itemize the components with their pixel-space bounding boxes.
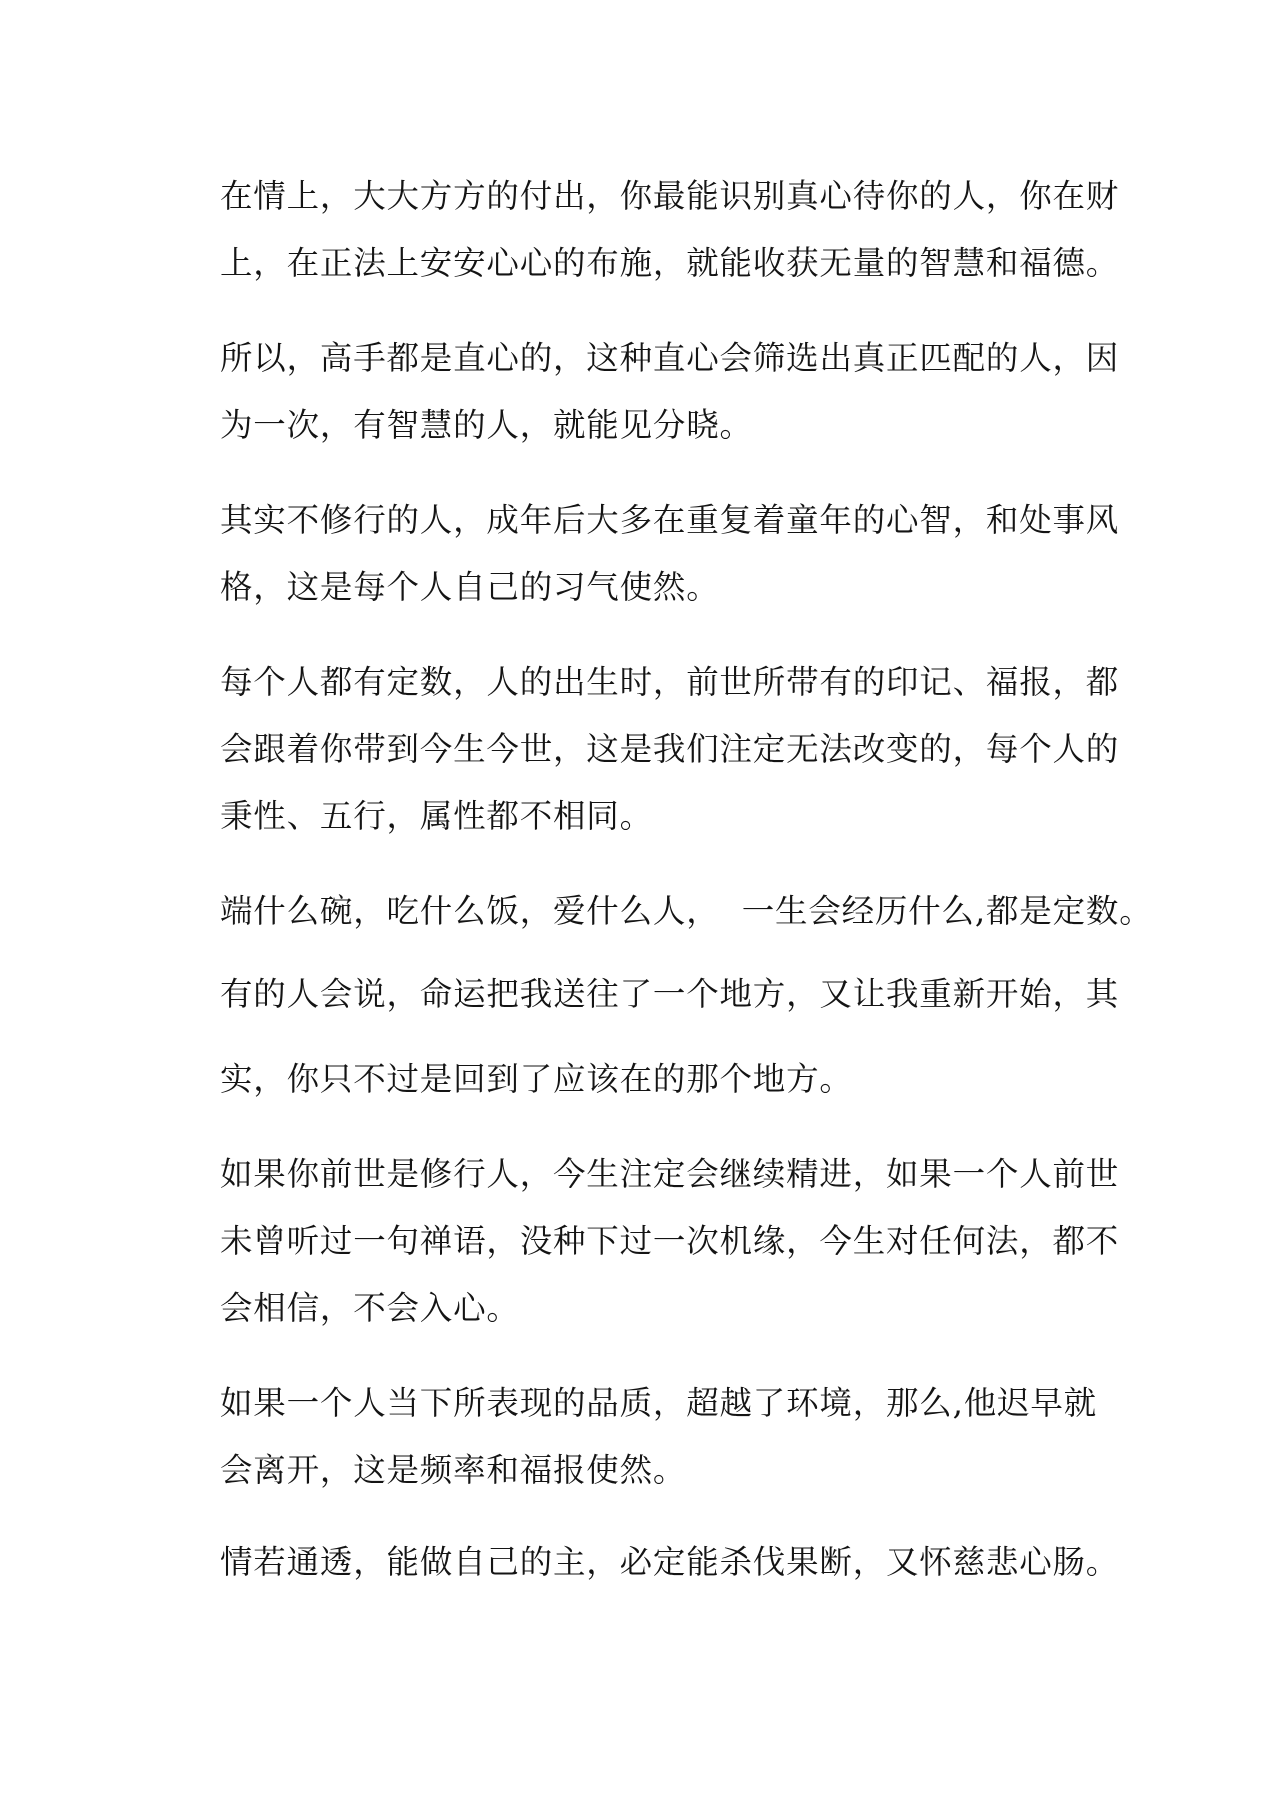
paragraph-7-line-1: 如果你前世是修行人，今生注定会继续精进，如果一个人前世 [220,1155,1120,1193]
paragraph-6-line-2: 实，你只不过是回到了应该在的那个地方。 [220,1060,853,1098]
paragraph-8-line-1: 如果一个人当下所表现的品质，超越了环境，那么,他迟早就 [220,1384,1097,1422]
paragraph-1-line-1: 在情上，大大方方的付出，你最能识别真心待你的人，你在财 [220,177,1120,215]
paragraph-7-line-3: 会相信，不会入心。 [220,1289,520,1327]
paragraph-5-line-1: 端什么碗，吃什么饭，爱什么人， 一生会经历什么,都是定数。 [220,892,1153,930]
paragraph-9-line-1: 情若通透，能做自己的主，必定能杀伐果断，又怀慈悲心肠。 [220,1543,1120,1581]
paragraph-3-line-1: 其实不修行的人，成年后大多在重复着童年的心智，和处事风 [220,501,1120,539]
paragraph-2-line-1: 所以，高手都是直心的，这种直心会筛选出真正匹配的人，因 [220,339,1120,377]
paragraph-3-line-2: 格，这是每个人自己的习气使然。 [220,568,720,606]
paragraph-7-line-2: 未曾听过一句禅语，没种下过一次机缘，今生对任何法，都不 [220,1222,1120,1260]
paragraph-4-line-3: 秉性、五行，属性都不相同。 [220,797,653,835]
paragraph-4-line-2: 会跟着你带到今生今世，这是我们注定无法改变的，每个人的 [220,730,1120,768]
paragraph-2-line-2: 为一次，有智慧的人，就能见分晓。 [220,406,753,444]
paragraph-4-line-1: 每个人都有定数，人的出生时，前世所带有的印记、福报，都 [220,663,1120,701]
paragraph-6-line-1: 有的人会说，命运把我送往了一个地方，又让我重新开始，其 [220,975,1120,1013]
paragraph-8-line-2: 会离开，这是频率和福报使然。 [220,1451,687,1489]
paragraph-1-line-2: 上，在正法上安安心心的布施，就能收获无量的智慧和福德。 [220,244,1120,282]
